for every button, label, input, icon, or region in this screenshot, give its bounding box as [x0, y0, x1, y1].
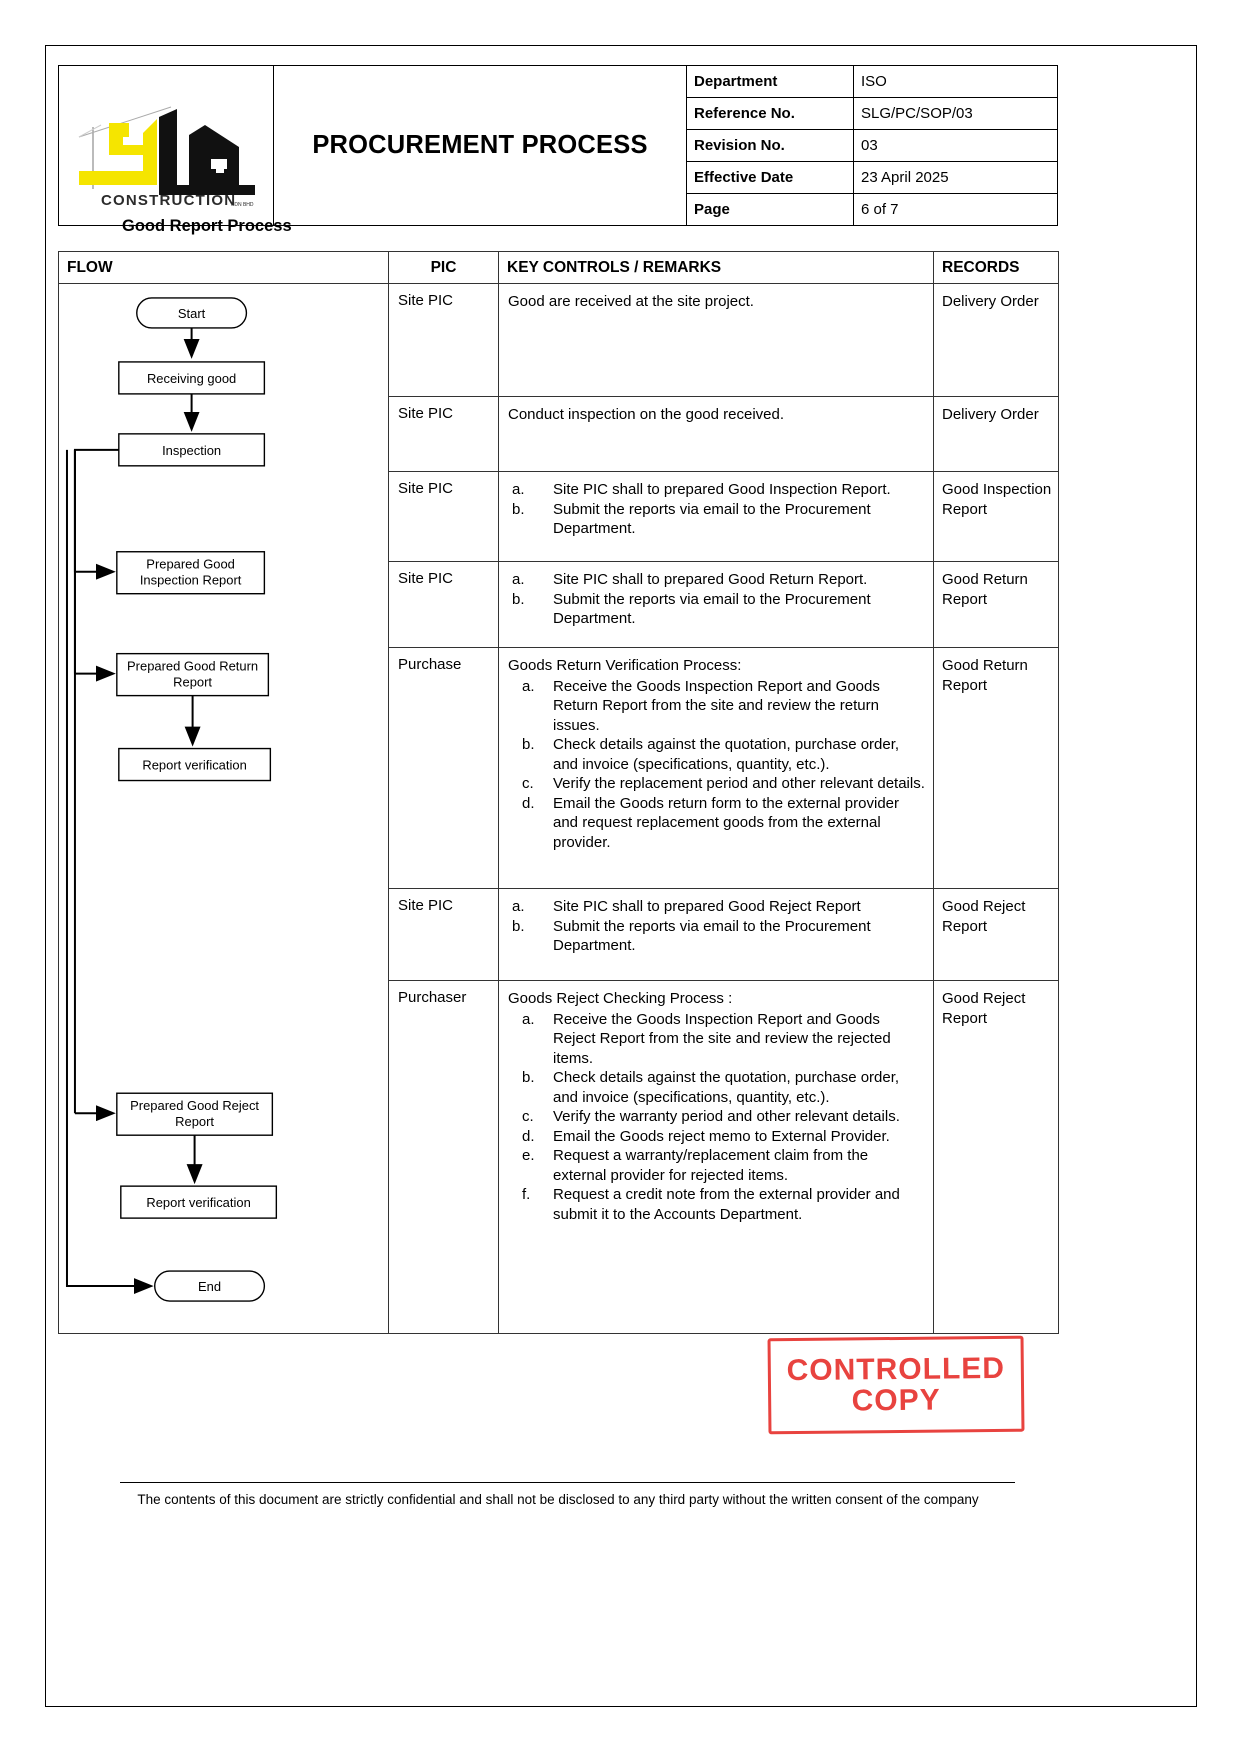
flow-node-end-label: End [198, 1279, 222, 1295]
key-controls-lead: Good are received at the site project. [508, 293, 754, 310]
list-marker: b. [512, 500, 525, 518]
table-header-row [59, 252, 1059, 284]
flow-node-prepared-good-reject-report-label-2: Report [175, 1114, 215, 1130]
list-marker: a. [522, 1010, 535, 1028]
cell-pic: Site PIC [389, 889, 499, 981]
list-item [508, 1068, 925, 1107]
column-header-key-controls: KEY CONTROLS / REMARKS [499, 252, 934, 284]
document-title-cell [274, 66, 687, 225]
list-item [508, 1146, 925, 1185]
meta-row-revision-no [687, 130, 1057, 162]
meta-value-effective-date: 23 April 2025 [854, 162, 1058, 194]
list-text: Site PIC shall to prepared Good Return Report. [553, 571, 868, 588]
cell-records: Delivery Order [934, 397, 1059, 472]
list-text: Receive the Goods Inspection Report and Goods Return Report from the site and review the return issues. [553, 677, 880, 734]
list-item [508, 1107, 925, 1127]
meta-label-reference-no: Reference No. [687, 98, 854, 130]
list-text: Submit the reports via email to the Procurement Department. [553, 590, 871, 627]
procedure-table-wrapper [58, 251, 1058, 1334]
procedure-table [58, 251, 1059, 1334]
list-item [508, 917, 925, 956]
cell-records: Good Inspection Report [934, 472, 1059, 562]
flow-node-report-verification-2-label: Report verification [146, 1195, 251, 1211]
list-marker: b. [512, 917, 525, 935]
list-marker: f. [522, 1186, 531, 1203]
list-item [508, 794, 925, 853]
list-marker: b. [512, 590, 525, 608]
document-header [58, 65, 1058, 226]
process-flowchart [59, 284, 388, 1333]
footer-divider [120, 1482, 1015, 1483]
list-item [508, 774, 925, 794]
list-item [508, 1185, 925, 1224]
list-marker: c. [522, 775, 534, 792]
section-title: Good Report Process [122, 217, 292, 235]
key-controls-list [508, 480, 925, 539]
list-item [508, 897, 925, 917]
key-controls-lead: Goods Reject Checking Process : [508, 990, 733, 1007]
list-marker: b. [522, 736, 535, 753]
meta-row-effective-date [687, 162, 1057, 194]
column-header-pic: PIC [389, 252, 499, 284]
key-controls-list [508, 570, 925, 629]
logo-wordmark: CONSTRUCTION [101, 191, 237, 207]
list-marker: b. [522, 1069, 535, 1086]
meta-label-department: Department [687, 66, 854, 98]
key-controls-lead: Goods Return Verification Process: [508, 657, 742, 674]
cell-key-controls [499, 284, 934, 397]
cell-key-controls [499, 397, 934, 472]
list-marker: a. [512, 571, 525, 588]
stamp-line-1: CONTROLLED [786, 1351, 1006, 1387]
list-marker: d. [522, 794, 535, 812]
meta-value-revision-no: 03 [854, 130, 1058, 162]
list-text: Site PIC shall to prepared Good Reject Report [553, 898, 861, 915]
list-marker: a. [512, 898, 525, 915]
list-marker: e. [522, 1147, 535, 1164]
list-text: Check details against the quotation, purchase order, and invoice (specifications, quantity, etc.). [553, 1069, 900, 1106]
cell-pic: Purchase [389, 648, 499, 889]
flowchart-cell [59, 284, 389, 1334]
cell-pic: Site PIC [389, 397, 499, 472]
meta-value-department: ISO [854, 66, 1058, 98]
list-marker: c. [522, 1108, 534, 1125]
list-text: Verify the warranty period and other relevant details. [553, 1108, 900, 1125]
meta-label-page: Page [687, 194, 854, 226]
meta-value-reference-no: SLG/PC/SOP/03 [854, 98, 1058, 130]
list-marker: d. [522, 1127, 535, 1145]
document-meta-table [687, 66, 1057, 225]
meta-row-reference-no [687, 98, 1057, 130]
cell-key-controls [499, 981, 934, 1334]
list-item [508, 1127, 925, 1147]
list-marker: a. [522, 677, 535, 695]
list-item [508, 735, 925, 774]
slg-construction-logo-icon [71, 89, 261, 207]
flow-node-prepared-good-inspection-report-label-2: Inspection Report [139, 572, 242, 588]
stamp-line-2: COPY [851, 1383, 941, 1418]
cell-key-controls [499, 889, 934, 981]
cell-key-controls [499, 562, 934, 648]
list-item [508, 570, 925, 590]
list-text: Receive the Goods Inspection Report and Goods Reject Report from the site and review the rejected items. [553, 1010, 891, 1067]
list-item [508, 480, 925, 500]
logo-wordmark-suffix: SDN BHD [231, 201, 254, 207]
key-controls-list [508, 897, 925, 956]
list-text: Submit the reports via email to the Procurement Department. [553, 500, 871, 537]
list-marker: a. [512, 481, 525, 498]
meta-value-page: 6 of 7 [854, 194, 1058, 226]
flow-node-receiving-good-label: Receiving good [146, 370, 237, 386]
meta-row-page [687, 194, 1057, 226]
flow-node-prepared-good-inspection-report-label-1: Prepared Good [146, 556, 235, 572]
list-text: Request a credit note from the external provider and submit it to the Accounts Department. [553, 1186, 900, 1223]
table-row [59, 284, 1059, 397]
list-item [508, 590, 925, 629]
list-item [508, 1010, 925, 1069]
cell-records: Good Reject Report [934, 889, 1059, 981]
key-controls-list [508, 677, 925, 853]
meta-label-effective-date: Effective Date [687, 162, 854, 194]
column-header-flow: FLOW [59, 252, 389, 284]
flow-node-prepared-good-return-report-label-2: Report [173, 674, 213, 690]
list-item [508, 677, 925, 736]
cell-records: Good Reject Report [934, 981, 1059, 1334]
document-title: PROCUREMENT PROCESS [312, 131, 648, 159]
cell-pic: Purchaser [389, 981, 499, 1334]
cell-records: Good Return Report [934, 562, 1059, 648]
key-controls-list [508, 1010, 925, 1225]
controlled-copy-stamp [768, 1336, 1025, 1435]
list-text: Request a warranty/replacement claim from the external provider for rejected items. [553, 1147, 869, 1184]
footer-confidentiality-notice: The contents of this document are strictly confidential and shall not be disclosed to any third party without the written consent of the company [137, 1492, 979, 1507]
list-item [508, 500, 925, 539]
cell-key-controls [499, 648, 934, 889]
flow-node-inspection-label: Inspection [162, 442, 222, 458]
column-header-records: RECORDS [934, 252, 1059, 284]
cell-key-controls [499, 472, 934, 562]
list-text: Submit the reports via email to the Procurement Department. [553, 917, 871, 954]
key-controls-lead: Conduct inspection on the good received. [508, 406, 785, 423]
meta-row-department [687, 66, 1057, 98]
document-meta-cell [687, 66, 1057, 225]
company-logo [59, 66, 274, 225]
cell-pic: Site PIC [389, 562, 499, 648]
list-text: Email the Goods reject memo to External Provider. [553, 1127, 890, 1145]
list-text: Email the Goods return form to the external provider and request replacement goods from the external provider. [553, 794, 899, 851]
flow-node-report-verification-1-label: Report verification [142, 757, 247, 773]
cell-pic: Site PIC [389, 472, 499, 562]
cell-pic: Site PIC [389, 284, 499, 397]
flow-node-start-label: Start [177, 305, 206, 321]
cell-records: Delivery Order [934, 284, 1059, 397]
meta-label-revision-no: Revision No. [687, 130, 854, 162]
flow-node-prepared-good-reject-report-label-1: Prepared Good Reject [130, 1098, 260, 1114]
list-text: Check details against the quotation, purchase order, and invoice (specifications, quantity, etc.). [553, 736, 900, 773]
list-text: Site PIC shall to prepared Good Inspection Report. [553, 481, 891, 498]
cell-records: Good Return Report [934, 648, 1059, 889]
list-text: Verify the replacement period and other relevant details. [553, 775, 925, 792]
flow-node-prepared-good-return-report-label-1: Prepared Good Return [127, 658, 259, 674]
